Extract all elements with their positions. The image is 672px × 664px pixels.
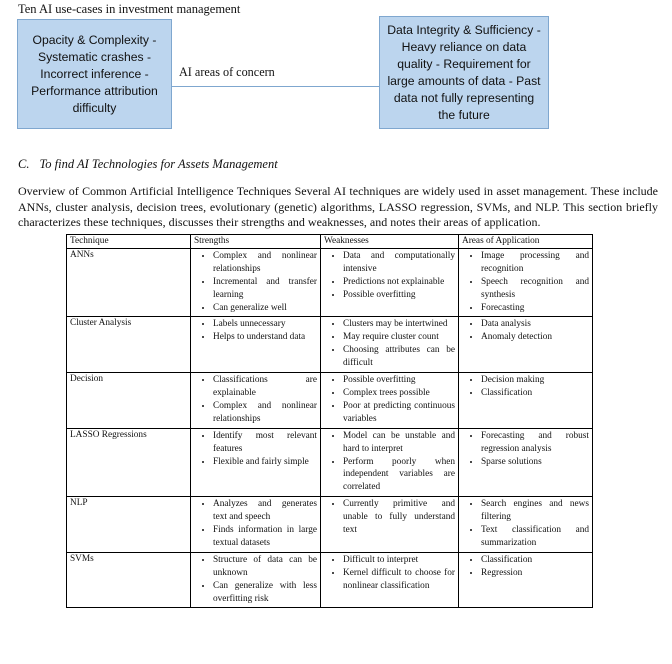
bullet-item: • Choosing attributes can be difficult	[343, 344, 456, 370]
bullet-item: • Decision making	[481, 374, 590, 387]
bullet-list	[323, 554, 456, 593]
table-row	[67, 317, 593, 373]
bullet-item: • Incremental and transfer learning	[213, 276, 318, 302]
bullet-item: • Currently primitive and unable to fully understand text	[343, 498, 456, 537]
bullet-item: • Classifications are explainable	[213, 374, 318, 400]
weaknesses-cell	[321, 248, 459, 317]
section-number: C.	[18, 157, 30, 171]
table-row	[67, 373, 593, 429]
header-areas: Areas of Application	[459, 235, 593, 249]
bullet-item: • Anomaly detection	[481, 331, 590, 344]
body-paragraph: Overview of Common Artificial Intelligence Techniques Several AI techniques are widely used in asset management. These include ANNs, cluster analysis, decision trees, evolutionary (genetic) algorithms, LASSO regression, SVMs, and NLP. This section briefly characterizes these techniques, discusses their strengths and weaknesses, and notes their areas of application.	[18, 184, 658, 229]
bullet-item: • Sparse solutions	[481, 456, 590, 469]
bullet-list	[323, 498, 456, 537]
bullet-item: • Data analysis	[481, 318, 590, 331]
bullet-list	[193, 554, 318, 606]
areas-cell	[459, 317, 593, 373]
technique-cell: SVMs	[67, 552, 191, 608]
bullet-item: • Complex trees possible	[343, 387, 456, 400]
header-technique: Technique	[67, 235, 191, 249]
table-row	[67, 248, 593, 317]
bullet-item: • Forecasting	[481, 302, 590, 315]
strengths-cell	[191, 317, 321, 373]
connector-line	[172, 86, 379, 87]
areas-cell	[459, 428, 593, 497]
bullet-item: • Possible overfitting	[343, 289, 456, 302]
areas-cell	[459, 373, 593, 429]
weaknesses-cell	[321, 497, 459, 553]
bullet-item: • Possible overfitting	[343, 374, 456, 387]
table-row	[67, 552, 593, 608]
bullet-item: • Perform poorly when independent variables are correlated	[343, 456, 456, 495]
areas-cell	[459, 497, 593, 553]
bullet-list	[461, 430, 590, 469]
bullet-item: • Flexible and fairly simple	[213, 456, 318, 469]
bullet-list	[193, 374, 318, 426]
bullet-item: • Difficult to interpret	[343, 554, 456, 567]
technique-cell: Decision	[67, 373, 191, 429]
table-row	[67, 428, 593, 497]
bullet-item: • Image processing and recognition	[481, 250, 590, 276]
weaknesses-cell	[321, 373, 459, 429]
bullet-list	[461, 250, 590, 315]
bullet-item: • Labels unnecessary	[213, 318, 318, 331]
bullet-item: • Data and computationally intensive	[343, 250, 456, 276]
bullet-item: • Classification	[481, 387, 590, 400]
weaknesses-cell	[321, 552, 459, 608]
bullet-item: • Identify most relevant features	[213, 430, 318, 456]
bullet-list	[323, 374, 456, 426]
diagram-title: Ten AI use-cases in investment management	[18, 2, 241, 16]
weaknesses-cell	[321, 317, 459, 373]
bullet-list	[461, 554, 590, 580]
bullet-list	[323, 430, 456, 495]
concern-box-text: Data Integrity & Sufficiency - Heavy reliance on data quality - Requirement for large amounts of data - Past data not fully representing the future	[387, 22, 541, 122]
bullet-item: • Finds information in large textual datasets	[213, 524, 318, 550]
areas-cell	[459, 552, 593, 608]
bullet-item: • Complex and nonlinear relationships	[213, 400, 318, 426]
areas-cell	[459, 248, 593, 317]
bullet-list	[461, 318, 590, 344]
bullet-item: • Clusters may be intertwined	[343, 318, 456, 331]
bullet-item: • Speech recognition and synthesis	[481, 276, 590, 302]
bullet-item: • Regression	[481, 567, 590, 580]
concern-box-opacity-complexity	[17, 19, 172, 129]
bullet-item: • Classification	[481, 554, 590, 567]
bullet-list	[461, 374, 590, 400]
bullet-list	[193, 318, 318, 344]
technique-cell: LASSO Regressions	[67, 428, 191, 497]
section-heading	[18, 157, 278, 172]
strengths-cell	[191, 428, 321, 497]
strengths-cell	[191, 373, 321, 429]
connector-label: AI areas of concern	[179, 65, 275, 79]
bullet-item: • Can generalize with less overfitting risk	[213, 580, 318, 606]
bullet-item: • Text classification and summarization	[481, 524, 590, 550]
bullet-item: • Poor at predicting continuous variables	[343, 400, 456, 426]
bullet-item: • Model can be unstable and hard to interpret	[343, 430, 456, 456]
table-row	[67, 497, 593, 553]
bullet-list	[323, 250, 456, 302]
section-title: To find AI Technologies for Assets Management	[39, 157, 278, 171]
technique-cell: Cluster Analysis	[67, 317, 191, 373]
concern-box-data-integrity	[379, 16, 549, 129]
bullet-list	[193, 250, 318, 315]
bullet-list	[323, 318, 456, 370]
header-weaknesses: Weaknesses	[321, 235, 459, 249]
header-strengths: Strengths	[191, 235, 321, 249]
ai-techniques-table	[66, 234, 593, 608]
technique-cell: NLP	[67, 497, 191, 553]
bullet-item: • Analyzes and generates text and speech	[213, 498, 318, 524]
concern-box-text: Opacity & Complexity - Systematic crashes - Incorrect inference - Performance attribution difficulty	[31, 32, 158, 115]
bullet-item: • Search engines and news filtering	[481, 498, 590, 524]
bullet-item: • Predictions not explainable	[343, 276, 456, 289]
bullet-item: • May require cluster count	[343, 331, 456, 344]
bullet-item: • Complex and nonlinear relationships	[213, 250, 318, 276]
bullet-item: • Forecasting and robust regression analysis	[481, 430, 590, 456]
bullet-list	[193, 430, 318, 469]
weaknesses-cell	[321, 428, 459, 497]
strengths-cell	[191, 248, 321, 317]
table-body	[67, 248, 593, 608]
technique-cell: ANNs	[67, 248, 191, 317]
bullet-list	[461, 498, 590, 550]
bullet-item: • Helps to understand data	[213, 331, 318, 344]
bullet-item: • Structure of data can be unknown	[213, 554, 318, 580]
bullet-list	[193, 498, 318, 550]
strengths-cell	[191, 497, 321, 553]
bullet-item: • Kernel difficult to choose for nonlinear classification	[343, 567, 456, 593]
bullet-item: • Can generalize well	[213, 302, 318, 315]
strengths-cell	[191, 552, 321, 608]
table-header-row	[67, 235, 593, 249]
